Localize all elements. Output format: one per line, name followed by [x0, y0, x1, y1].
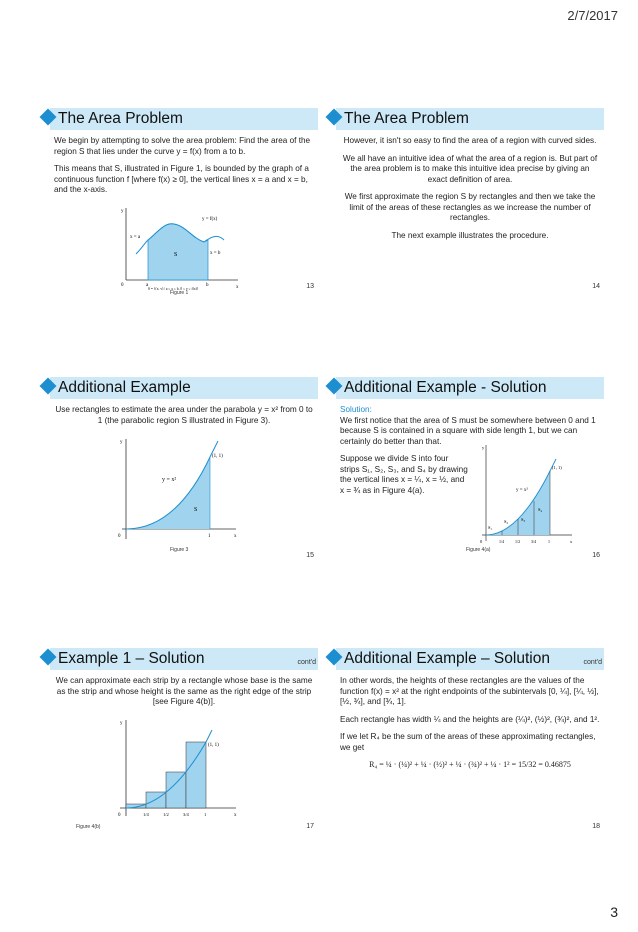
figure-label: Figure 4(b): [76, 824, 101, 830]
paragraph: Use rectangles to estimate the area under the parabola y = x² from 0 to 1 (the parabolic region S illustrated in Figure 3).: [55, 405, 313, 425]
slide-number: 17: [306, 823, 314, 830]
contd-label: cont'd: [583, 659, 602, 666]
tick-label: 3/4: [531, 539, 537, 544]
tick-label: 1/2: [163, 812, 169, 817]
paragraph: However, it isn't so easy to find the area of a region with curved sides.: [343, 136, 597, 145]
slide-number: 18: [592, 823, 600, 830]
slide-number: 16: [592, 552, 600, 559]
figure-4a: [476, 441, 576, 547]
strip-label: S₄: [538, 507, 543, 512]
equation: R₄ = ¼ · (¼)² + ¼ · (½)² + ¼ · (¾)² + ¼ · 1² = 15/32 = 0.46875: [369, 760, 571, 769]
slide-body: [50, 136, 318, 196]
region-label: S: [174, 252, 178, 258]
solution-label: Solution:: [340, 405, 372, 414]
y-axis-label: y: [120, 440, 123, 445]
slide-13: [50, 108, 318, 318]
paragraph: In other words, the heights of these rectangles are the values of the function f(x) = x² at the right endpoints of the subintervals [0, ¼], [¼, ½], [½, ¾], and [¾, 1].: [340, 676, 599, 706]
slide-title: [336, 377, 604, 399]
slide-18: [336, 648, 604, 858]
figure-4b: [112, 716, 242, 826]
slide-number: 15: [306, 552, 314, 559]
slide-title-text: Additional Example – Solution: [344, 650, 550, 667]
paragraph: Each rectangle has width ¼ and the heights are (¼)², (½)², (¾)², and 1².: [340, 714, 600, 724]
paragraph: We first notice that the area of S must be somewhere between 0 and 1 because S is contained in a square with side length 1, but we can certainly do better than that.: [340, 415, 596, 446]
b-label: b: [206, 283, 209, 288]
origin-label: 0: [118, 534, 121, 539]
slide-body: [336, 136, 604, 241]
paragraph: This means that S, illustrated in Figure 1, is bounded by the graph of a continuous function f [where f(x) ≥ 0], the vertical lines x = a and x = b, and the x-axis.: [54, 164, 309, 194]
origin-label: 0: [121, 283, 124, 288]
tick-label: 1/2: [515, 539, 521, 544]
point-label: (1, 1): [208, 743, 219, 748]
slide-title-text: Additional Example: [58, 379, 191, 396]
x-axis-label: x: [570, 539, 573, 544]
slide-number: 14: [592, 283, 600, 290]
tick-one: 1: [208, 534, 211, 539]
paragraph: We can approximate each strip by a rectangle whose base is the same as the strip and whose height is the same as the right edge of the strip [see Figure 4(b)].: [55, 676, 313, 706]
y-axis-label: y: [121, 209, 124, 214]
xb-label: x = b: [210, 251, 221, 256]
slide-title-text: The Area Problem: [58, 110, 183, 127]
point-label: (1, 1): [212, 454, 223, 459]
tick-label: 1: [204, 812, 207, 817]
curve-label: y = x²: [516, 488, 528, 493]
slide-15: [50, 377, 318, 587]
point-label: (1, 1): [552, 465, 562, 470]
tick-label: 1/4: [499, 539, 505, 544]
contd-label: cont'd: [297, 659, 316, 666]
xa-label: x = a: [130, 235, 141, 240]
slide-title-text: The Area Problem: [344, 110, 469, 127]
set-caption: S = {(x, y) | a ≤ x ≤ b, 0 ≤ y ≤ f(x)}: [148, 287, 199, 290]
x-axis-label: x: [236, 285, 239, 290]
figure-label: Figure 3: [170, 547, 189, 553]
origin-label: 0: [118, 813, 121, 818]
slide-body: [50, 676, 318, 708]
slide-title: [336, 108, 604, 130]
slide-16: [336, 377, 604, 587]
slide-title-text: Additional Example - Solution: [344, 379, 547, 396]
slide-number: 13: [306, 283, 314, 290]
paragraph: We first approximate the region S by rectangles and then we take the limit of the areas of these rectangles as we increase the number of rectangles.: [344, 192, 596, 222]
strip-label: S₃: [521, 517, 526, 522]
y-axis-label: y: [482, 445, 485, 450]
paragraph: We all have an intuitive idea of what the area of a region is. But part of the area problem is to make this intuitive idea precise by giving an exact definition of area.: [342, 153, 598, 184]
region-label: S: [194, 507, 198, 513]
curve-label: y = x²: [162, 477, 177, 483]
tick-label: 3/4: [183, 812, 189, 817]
x-axis-label: x: [234, 813, 237, 818]
origin-label: 0: [480, 539, 483, 544]
page-number: 3: [610, 904, 618, 920]
tick-label: 1: [548, 539, 550, 544]
paragraph: We begin by attempting to solve the area problem: Find the area of the region S that lies under the curve y = f(x) from a to b.: [54, 136, 311, 156]
slide-title: [50, 377, 318, 399]
slide-14: [336, 108, 604, 318]
slide-17: [50, 648, 318, 858]
slide-title: [336, 648, 604, 670]
curve-label: y = f(x): [202, 217, 218, 222]
figure-label: Figure 1: [170, 290, 189, 296]
x-axis-label: x: [234, 534, 237, 539]
slide-body: [50, 405, 318, 426]
slide-title-text: Example 1 – Solution: [58, 650, 205, 667]
figure-1: [112, 204, 242, 290]
strip-label: S₂: [504, 519, 509, 524]
slide-body: [336, 676, 604, 771]
strip-label: S₁: [488, 525, 493, 530]
paragraph: If we let R₄ be the sum of the areas of these approximating rectangles, we get: [340, 732, 596, 752]
paragraph: The next example illustrates the procedure.: [391, 230, 549, 240]
figure-3: [112, 435, 242, 547]
slide-title: [50, 108, 318, 130]
a-label: a: [146, 283, 149, 288]
tick-label: 1/4: [143, 812, 149, 817]
figure-label: Figure 4(a): [466, 547, 491, 553]
slide-title: [50, 648, 318, 670]
paragraph: Suppose we divide S into four strips S₁, S₂, S₃, and S₄ by drawing the vertical lines x = ¼, x = ½, and x = ¾ as in Figure 4(a).: [340, 454, 468, 495]
y-axis-label: y: [120, 721, 123, 726]
date-header: 2/7/2017: [567, 8, 618, 23]
